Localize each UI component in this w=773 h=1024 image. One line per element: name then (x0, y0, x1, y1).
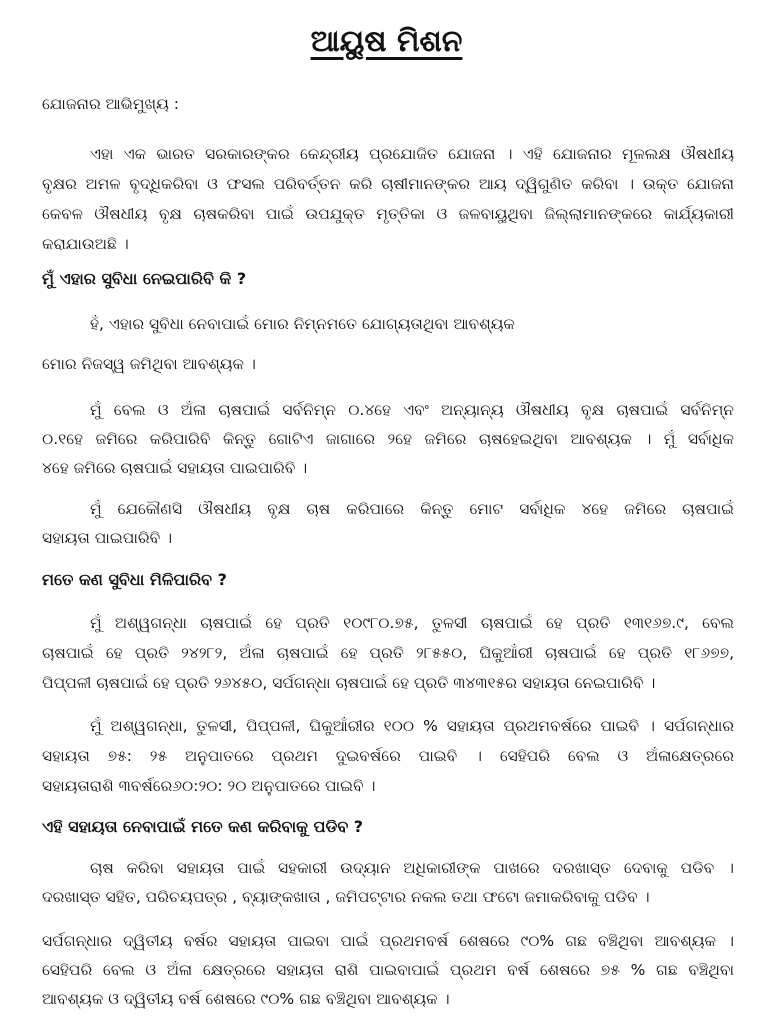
benefits-para-1-line-3: ପିପ୍ପଳୀ ଚାଷପାଇଁ ହେ ପ୍ରତି ୨୬୪୫୦, ସର୍ପଗନ୍ଧା ଚାଷପାଇଁ ହେ ପ୍ରତି ୩୪୩୧୫ର ସହାୟତା ନେଇପାରିବି । (42, 674, 656, 692)
eligibility-para-2: ମୋର ନିଜସ୍ୱ ଜମିଥିବା ଆବଶ୍ୟକ । (42, 355, 256, 373)
eligibility-para-4-line-2: ସହାୟତା ପାଇପାରିବି । (42, 529, 173, 547)
eligibility-para-3-line-3: ୪ହେ ଜମିରେ ଚାଷପାଇଁ ସହାୟତା ପାଇପାରିବି । (42, 459, 308, 477)
benefits-para-2-line-2: ସହାୟତା ୭୫: ୨୫ ଅନୁପାତରେ ପ୍ରଥମ ଦୁଇବର୍ଷରେ ପାଇବି । ସେହିପରି ବେଲ ଓ ଅଁଳାକ୍ଷେତ୍ରରେ (42, 747, 734, 765)
eligibility-para-4-line-1: ମୁଁ ଯେକୌଣସି ଔଷଧୀୟ ବୃକ୍ଷ ଚାଷ କରିପାରେ କିନ୍ତୁ ମୋଟ ସର୍ବାଧିକ ୪ହେ ଜମିରେ ଚାଷପାଇଁ (90, 500, 734, 518)
benefits-para-2-line-1: ମୁଁ ଅଶ୍ୱଗନ୍ଧା, ତୁଳସୀ, ପିପ୍ପଳୀ, ଘିକୁଆଁରୀର ୧୦୦ % ସହାୟତା ପ୍ରଥମବର୍ଷରେ ପାଇବି । ସର୍ପଗନ୍ଧାର (90, 717, 734, 735)
procedure-para-2-line-3: ଆବଶ୍ୟକ ଓ ଦ୍ୱିତୀୟ ବର୍ଷ ଶେଷରେ ୯୦% ଗଛ ବଞ୍ଚିଥିବା ଆବଶ୍ୟକ । (42, 990, 450, 1008)
intro-line-3: କେବଳ ଔଷଧୀୟ ବୃକ୍ଷ ଚାଷକରିବା ପାଇଁ ଉପଯୁକ୍ତ ମୃତ୍ତିକା ଓ ଜଳବାୟୁଥିବା ଜିଲ୍ଲାମାନଙ୍କରେ କାର୍ଯ୍ୟକାରୀ (42, 205, 734, 223)
eligibility-para-3-line-2: ୦.୧ହେ ଜମିରେ କରିପାରିବି କିନ୍ତୁ ଗୋଟିଏ ଜାଗାରେ ୨ହେ ଜମିରେ ଚାଷହେଇଥିବା ଆବଶ୍ୟକ । ମୁଁ ସର୍ବାଧିକ (42, 430, 734, 448)
benefits-para-1-line-2: ଚାଷପାଇଁ ହେ ପ୍ରତି ୨୪୨୮୨, ଅଁଳା ଚାଷପାଇଁ ହେ ପ୍ରତି ୨୮୫୫୦, ଘିକୁଆଁରୀ ଚାଷପାଇଁ ହେ ପ୍ରତି ୧୮୬୭୭, (42, 644, 734, 662)
intro-line-4: କରାଯାଉଅଛି । (42, 235, 129, 253)
procedure-para-2-line-2: ସେହିପରି ବେଲ ଓ ଅଁଳା କ୍ଷେତ୍ରରେ ସହାୟତା ରାଶି ପାଇବାପାଇଁ ପ୍ରଥମ ବର୍ଷ ଶେଷରେ ୭୫ % ଗଛ ବଞ୍ଚିଥିବା (42, 961, 734, 979)
intro-heading: ଯୋଜନାର ଆଭିମୁଖ୍ୟ : (42, 95, 179, 113)
eligibility-para-1: ହଁ, ଏହାର ସୁବିଧା ନେବାପାଇଁ ମୋର ନିମ୍ନମତେ ଯୋଗ୍ୟତାଥିବା ଆବଶ୍ୟକ (90, 315, 515, 333)
procedure-para-1-line-2: ଦରଖାସ୍ତ ସହିତ, ପରିଚୟପତ୍ର , ବ୍ୟାଙ୍କଖାତା , ଜମିପଟ୍ଟାର ନକଲ ତଥା ଫଟୋ ଜମାକରିବାକୁ ପଡିବ । (42, 888, 650, 906)
procedure-para-1-line-1: ଚାଷ କରିବା ସହାୟତା ପାଇଁ ସହକାରୀ ଉଦ୍ୟାନ ଅଧିକାରୀଙ୍କ ପାଖରେ ଦରଖାସ୍ତ ଦେବାକୁ ପଡିବ । (90, 859, 734, 877)
section-heading-procedure: ଏହି ସହାୟତା ନେବାପାଇଁ ମତେ କଣ କରିବାକୁ ପଡିବ ? (42, 817, 364, 836)
benefits-para-2-line-3: ସହାୟତାରାଶି ୩ବର୍ଷରେ୬୦:୨୦: ୨୦ ଅନୁପାତରେ ପାଇବି । (42, 777, 376, 795)
intro-line-1: ଏହା ଏକ ଭାରତ ସରକାରଙ୍କର କେନ୍ଦ୍ରୀୟ ପ୍ରଯୋଜିତ ଯୋଜନା । ଏହି ଯୋଜନାର ମୂଳଲକ୍ଷ ଔଷଧୀୟ (90, 145, 734, 163)
benefits-para-1-line-1: ମୁଁ ଅଶ୍ୱଗନ୍ଧା ଚାଷପାଇଁ ହେ ପ୍ରତି ୧୦୯୮୦.୭୫, ତୁଳସୀ ଚାଷପାଇଁ ହେ ପ୍ରତି ୧୩୧୬୭.୯, ବେଲ (90, 614, 734, 632)
procedure-para-2-line-1: ସର୍ପଗନ୍ଧାର ଦ୍ୱିତୀୟ ବର୍ଷର ସହାୟତା ପାଇବା ପାଇଁ ପ୍ରଥମବର୍ଷ ଶେଷରେ ୯୦% ଗଛ ବଞ୍ଚିଥିବା ଆବଶ୍ୟକ । (42, 932, 734, 950)
section-heading-benefits: ମତେ କଣ ସୁବିଧା ମିଳିପାରିବ ? (42, 570, 227, 589)
intro-line-2: ବୃକ୍ଷର ଅମଳ ବୃଦ୍ଧିକରିବା ଓ ଫସଲ ପରିବର୍ତ୍ତନ କରି ଚାଷୀମାନଙ୍କର ଆୟ ଦ୍ୱିଗୁଣିତ କରିବା । ଉକ୍ତ ଯୋଜନା (42, 175, 734, 193)
eligibility-para-3-line-1: ମୁଁ ବେଲ ଓ ଅଁଳା ଚାଷପାଇଁ ସର୍ବନିମ୍ନ ୦.୪ହେ ଏବଂ ଅନ୍ୟାନ୍ୟ ଔଷଧୀୟ ବୃକ୍ଷ ଚାଷପାଇଁ ସର୍ବନିମ୍ନ (90, 401, 734, 419)
page-title: ଆୟୁଷ ମିଶନ (310, 24, 463, 59)
section-heading-eligibility: ମୁଁ ଏହାର ସୁବିଧା ନେଇପାରିବି କି ? (42, 269, 247, 288)
